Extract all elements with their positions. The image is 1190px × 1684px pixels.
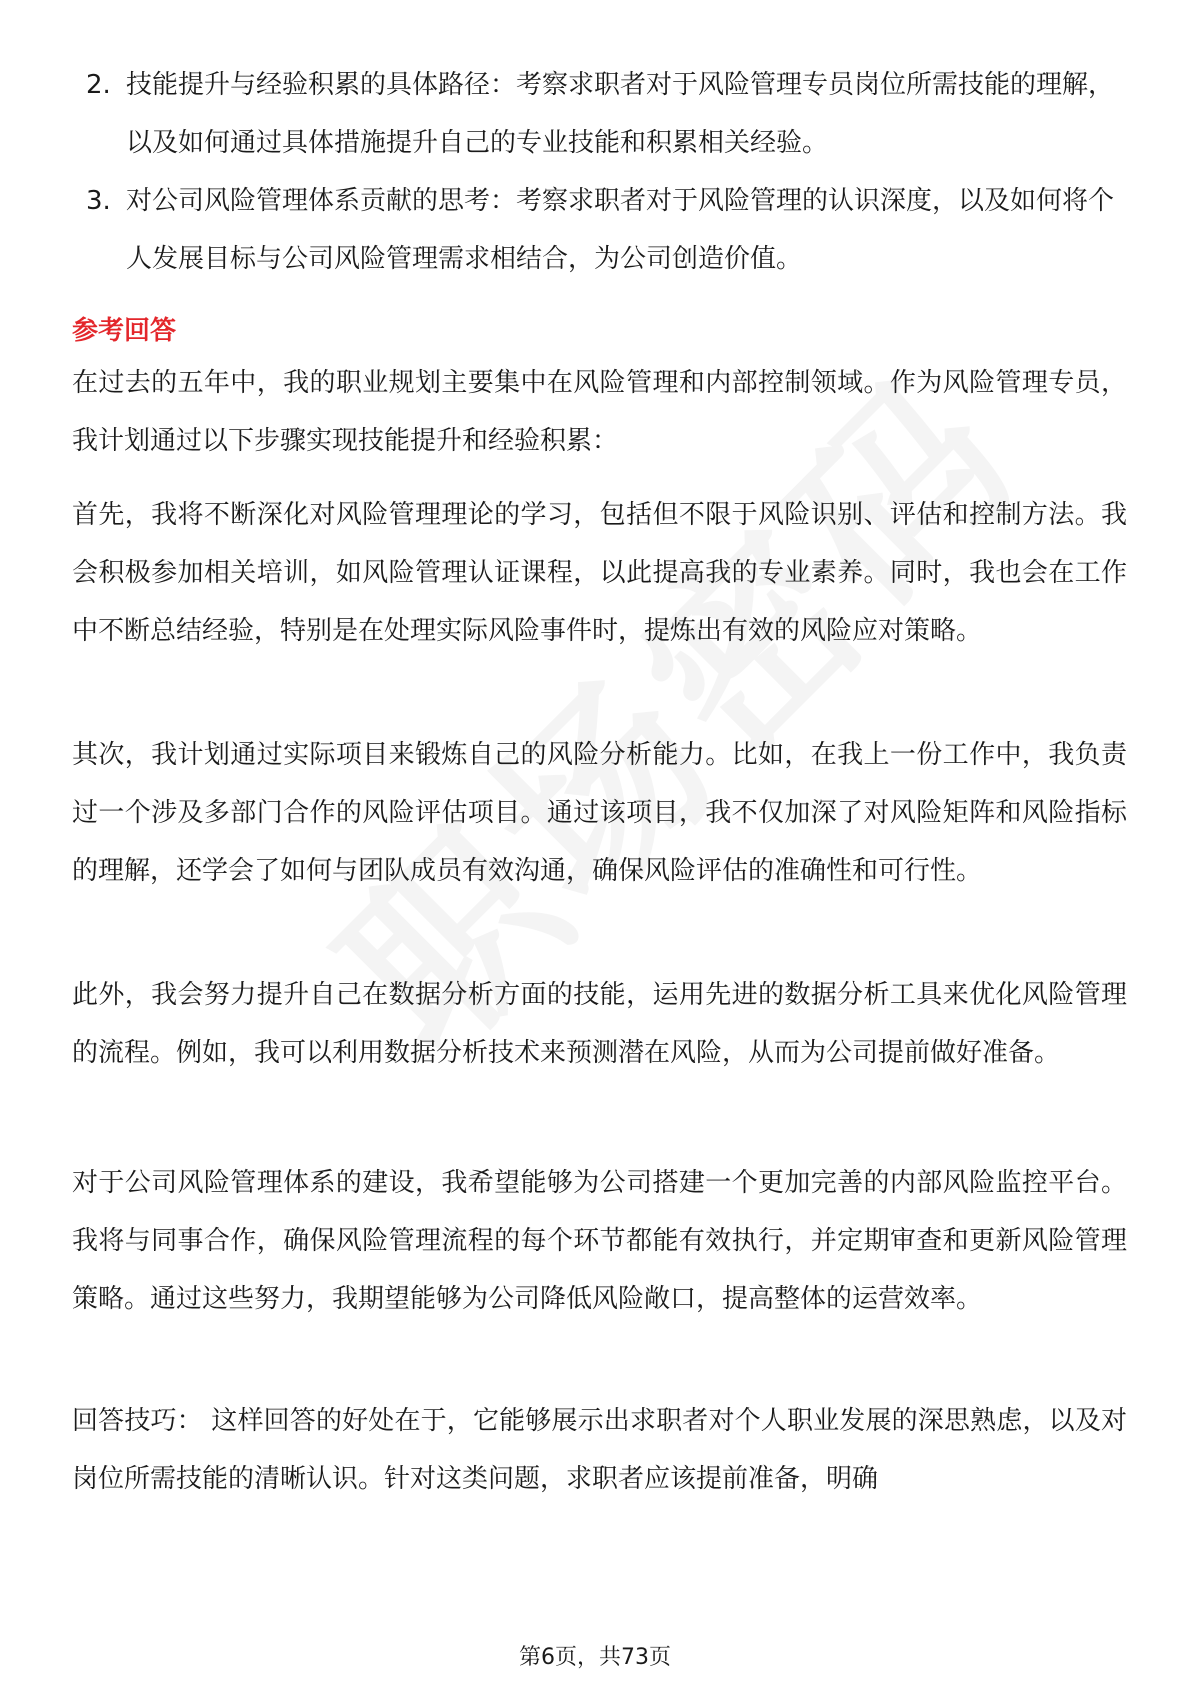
list-item-text: 对公司风险管理体系贡献的思考：考察求职者对于风险管理的认识深度，以及如何将个人发展目标与公司风险管理需求相结合，为公司创造价值。 (126, 186, 1115, 274)
paragraph: 对于公司风险管理体系的建设，我希望能够为公司搭建一个更加完善的内部风险监控平台。我将与同事合作，确保风险管理流程的每个环节都能有效执行，并定期审查和更新风险管理策略。通过这些努力，我期望能够为公司降低风险敞口，提高整体的运营效率。 (72, 1168, 1127, 1314)
paragraph: 在过去的五年中，我的职业规划主要集中在风险管理和内部控制领域。作为风险管理专员，我计划通过以下步骤实现技能提升和经验积累： (72, 368, 1127, 456)
list-item-text: 技能提升与经验积累的具体路径：考察求职者对于风险管理专员岗位所需技能的理解，以及如何通过具体措施提升自己的专业技能和积累相关经验。 (126, 70, 1115, 158)
paragraph: 首先，我将不断深化对风险管理理论的学习，包括但不限于风险识别、评估和控制方法。我会积极参加相关培训，如风险管理认证课程，以此提高我的专业素养。同时，我也会在工作中不断总结经验，特别是在处理实际风险事件时，提炼出有效的风险应对策略。 (72, 500, 1127, 646)
paragraph: 其次，我计划通过实际项目来锻炼自己的风险分析能力。比如，在我上一份工作中，我负责过一个涉及多部门合作的风险评估项目。通过该项目，我不仅加深了对风险矩阵和风险指标的理解，还学会了如何与团队成员有效沟通，确保风险评估的准确性和可行性。 (72, 740, 1127, 886)
numbered-list (72, 56, 1132, 288)
list-item (72, 56, 1132, 172)
section-title: 参考回答 (72, 316, 177, 346)
paragraph: 回答技巧： 这样回答的好处在于，它能够展示出求职者对个人职业发展的深思熟虑，以及对岗位所需技能的清晰认识。针对这类问题，求职者应该提前准备，明确 (72, 1406, 1127, 1494)
list-item-number: 3. (86, 186, 111, 216)
list-item (72, 172, 1132, 288)
page-number: 第6页，共73页 (519, 1645, 671, 1670)
paragraph: 此外，我会努力提升自己在数据分析方面的技能，运用先进的数据分析工具来优化风险管理的流程。例如，我可以利用数据分析技术来预测潜在风险，从而为公司提前做好准备。 (72, 980, 1127, 1068)
list-item-number: 2. (86, 70, 111, 100)
